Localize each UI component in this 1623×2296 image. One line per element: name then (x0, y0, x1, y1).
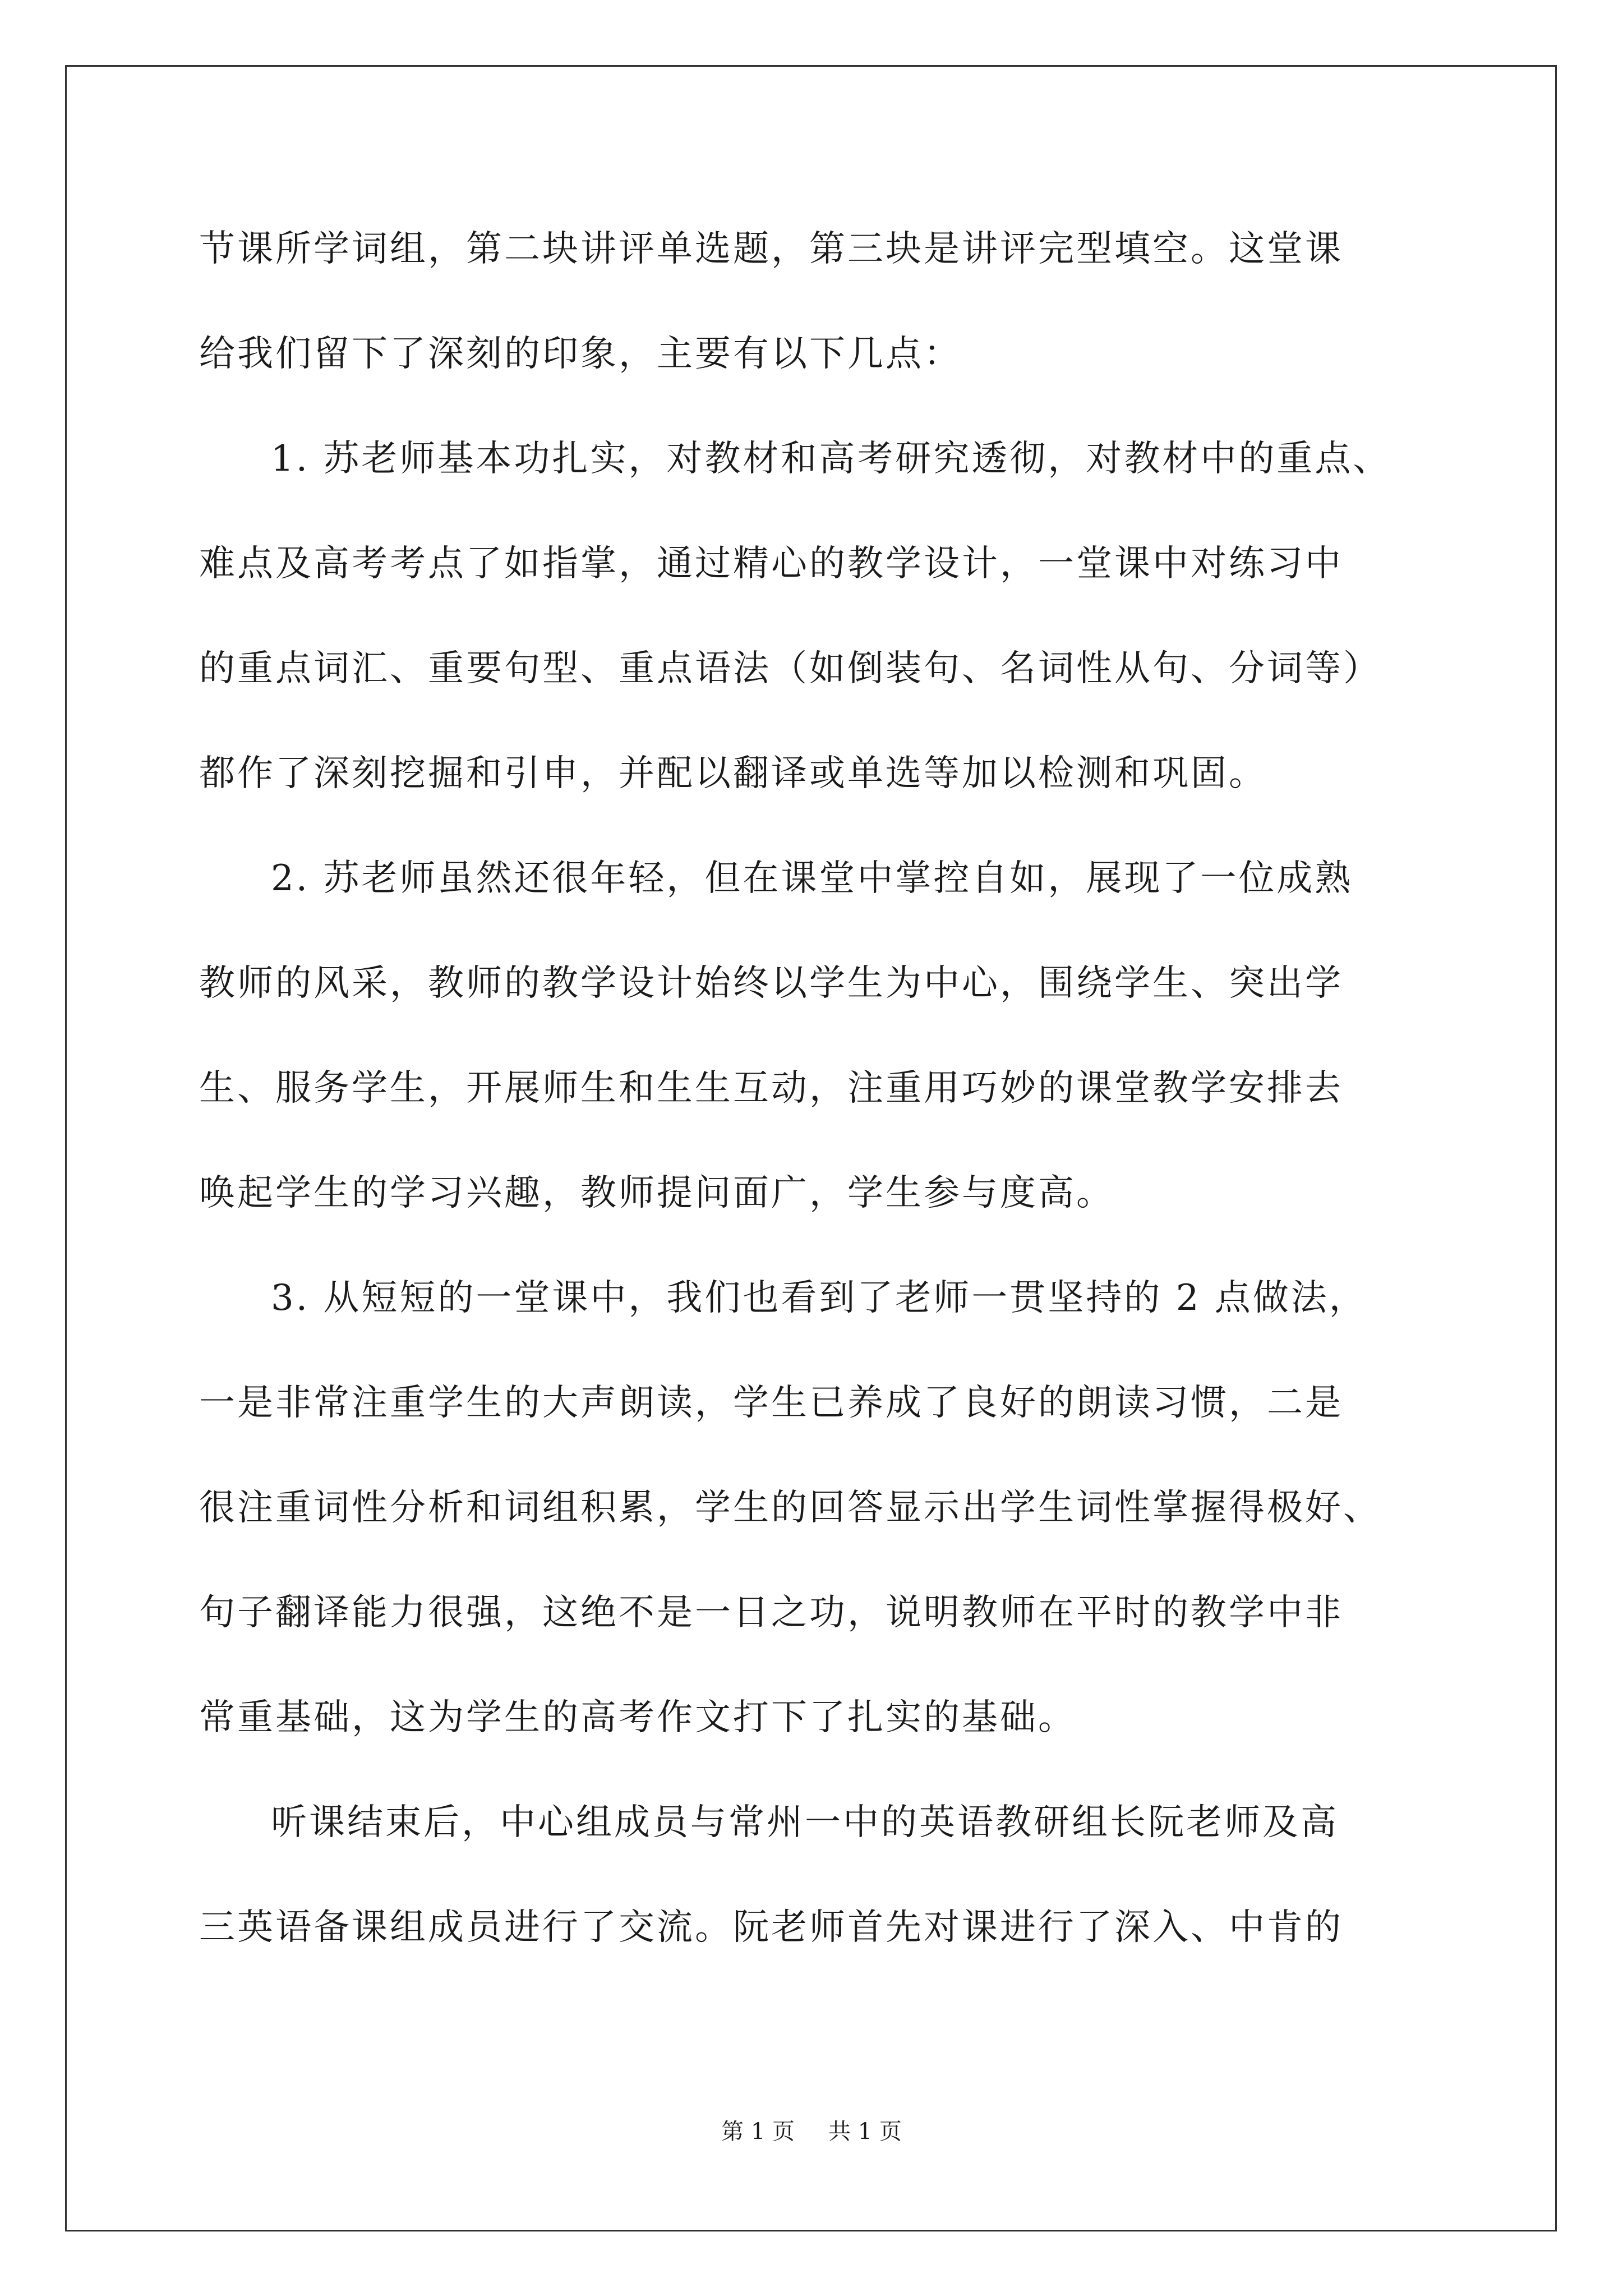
page-number: 第 1 页 (721, 2119, 795, 2145)
text-line: 唤起学生的学习兴趣，教师提问面广，学生参与度高。 (199, 1172, 1114, 1214)
text-line: 很注重词性分析和词组积累，学生的回答显示出学生词性掌握得极好、 (199, 1487, 1381, 1529)
text-line: 教师的风采，教师的教学设计始终以学生为中心，围绕学生、突出学 (199, 963, 1343, 1004)
text-line: 听课结束后，中心组成员与常州一中的英语教研组长阮老师及高 (271, 1802, 1339, 1843)
text-line: 三英语备课组成员进行了交流。阮老师首先对课进行了深入、中肯的 (199, 1907, 1343, 1948)
text-line: 句子翻译能力很强，这绝不是一日之功，说明教师在平时的教学中非 (199, 1592, 1343, 1634)
text-line: 的重点词汇、重要句型、重点语法（如倒装句、名词性从句、分词等） (199, 648, 1381, 689)
text-line: 都作了深刻挖掘和引申，并配以翻译或单选等加以检测和巩固。 (199, 753, 1267, 794)
text-line: 常重基础，这为学生的高考作文打下了扎实的基础。 (199, 1697, 1076, 1738)
text-line: 一是非常注重学生的大声朗读，学生已养成了良好的朗读习惯，二是 (199, 1382, 1343, 1424)
page-total: 共 1 页 (828, 2119, 902, 2145)
text-line: 节课所学词组，第二块讲评单选题，第三块是讲评完型填空。这堂课 (199, 228, 1343, 270)
text-line: 生、服务学生，开展师生和生生互动，注重用巧妙的课堂教学安排去 (199, 1068, 1343, 1109)
document-body (199, 215, 1433, 1999)
page-footer (0, 2115, 1623, 2148)
text-line: 2. 苏老师虽然还很年轻，但在课堂中掌控自如，展现了一位成熟 (271, 858, 1353, 899)
text-line: 3. 从短短的一堂课中，我们也看到了老师一贯坚持的 2 点做法， (271, 1277, 1367, 1319)
text-line: 给我们留下了深刻的印象，主要有以下几点： (199, 333, 962, 375)
text-line: 难点及高考考点了如指掌，通过精心的教学设计，一堂课中对练习中 (199, 543, 1343, 585)
text-line: 1. 苏老师基本功扎实，对教材和高考研究透彻，对教材中的重点、 (271, 438, 1391, 480)
